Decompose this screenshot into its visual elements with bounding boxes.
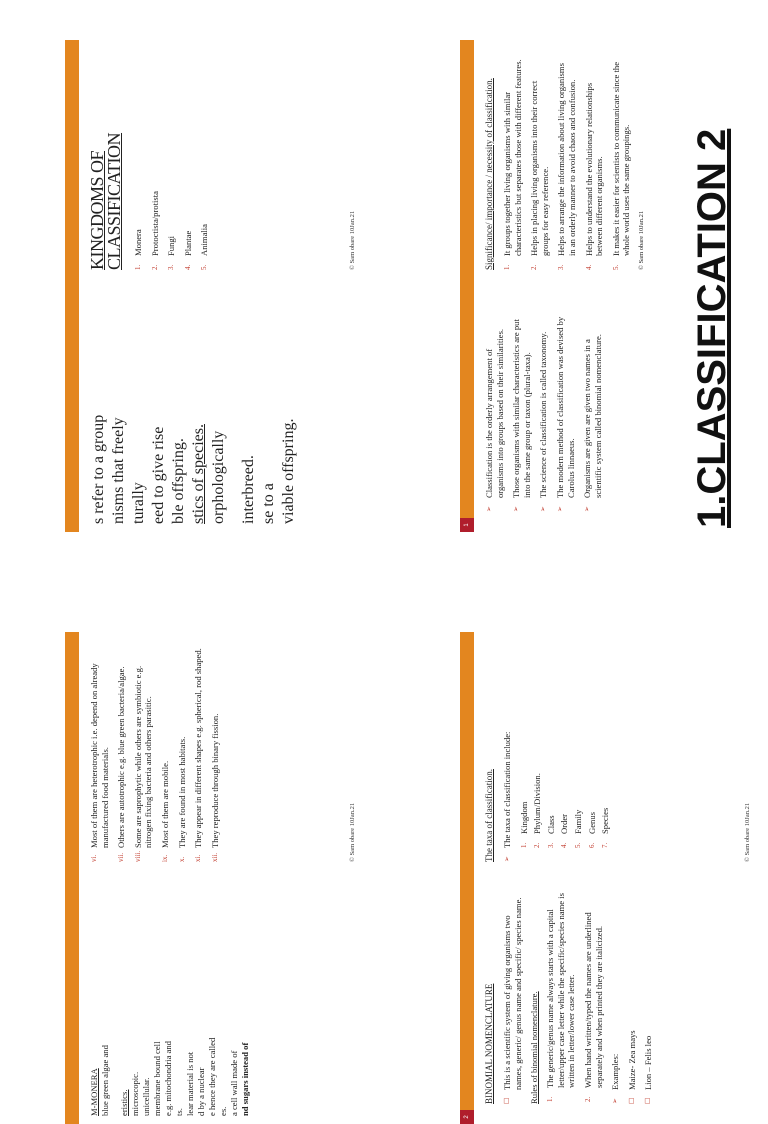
list-item: ➢ The modern method of classification was devised by Carolus linnaeus. (554, 316, 576, 512)
intro-column (484, 312, 609, 512)
list-item: ➢ Classification is the orderly arrangement of organisms into groups based on their similarities. (484, 328, 505, 512)
slide-number: 1 (460, 518, 474, 532)
list-item: 4. Order (559, 813, 570, 848)
list-item: x. They are found in most habitats. (176, 736, 187, 862)
monera-heading: M-MONERA (89, 1068, 99, 1116)
list-item: 1. Kingdom (518, 801, 529, 848)
list-item: 6. Genus (586, 812, 597, 848)
arrow-bullet-icon: ➢ (512, 506, 521, 512)
slide-kingdoms (65, 40, 365, 532)
monera-characteristics-column (89, 642, 226, 862)
list-item: ➢ Examples: (610, 1053, 621, 1104)
list-item: ➢ The science of classification is called taxonomy. (538, 331, 549, 512)
list-item: ☐ This is a scientific system of giving organisms two names, generic/ genus name and specific/ species name. (502, 897, 523, 1104)
list-item: ➢ The taxa of classification include: (502, 731, 512, 862)
slide-footer: © Sam obare 10Jan.21 (637, 210, 645, 270)
arrow-bullet-icon: ➢ (611, 1098, 620, 1104)
list-item: 1. The generic/genus name always starts with a capital letter/upper case letter while the specific/species name is written in letter/lower case letter. (545, 893, 577, 1102)
list-item: 4. Plantae (182, 230, 193, 270)
list-item: 2. Helps in placing living organisms into their correct groups for easy reference. (529, 80, 550, 270)
list-item: 3. Class (545, 815, 556, 848)
list-item: 3. Helps to arrange the information about living organisms in an orderly manner to avoid chaos and confusion. (556, 63, 577, 270)
arrow-bullet-icon: ➢ (583, 506, 592, 512)
list-item: 4. Helps to understand the evolutionary relationships between different organisms. (583, 82, 605, 270)
arrow-bullet-icon: ➢ (539, 506, 548, 512)
list-item: ➢ Organisms are given are given two names in a scientific system called binomial nomenclature. (582, 334, 603, 512)
arrow-bullet-icon: ➢ (503, 856, 511, 862)
list-item: 5. Family (572, 809, 583, 848)
list-item: 5. Animalia (199, 224, 210, 270)
monera-column: M-MONERA blue green algae and eristics. microscopic. unicellular. membrane bound cell e.g. mitochondria and ts. lear material is not d by a nuclear e hence they are called es. a cell wall made of nd sugars instead of (89, 896, 251, 1116)
list-item: 7. Species (600, 807, 611, 848)
slide-binomial-nomenclature (460, 632, 760, 1124)
list-item: 3. Fungi (166, 235, 177, 270)
significance-heading: Significance/ importance / necessity of classification. (484, 78, 494, 270)
list-item: 2. When hand written/typed the names are underlined separately and when printed they are italicized. (582, 912, 604, 1102)
square-bullet-icon: ☐ (644, 1097, 653, 1104)
list-item: xii. They reproduce through binary fission. (209, 713, 220, 862)
page-title: 1.CLASSIFICATION 2 (690, 128, 734, 528)
slide-classification-intro (460, 40, 760, 532)
square-bullet-icon: ☐ (627, 1097, 636, 1104)
species-column: s refer to a group nisms that freely turally eed to give rise ble offspring. stics of species. orphologically interbreed. se to a viable offspring. (90, 414, 297, 524)
binomial-heading: BINOMIAL NOMENCLATURE (484, 983, 494, 1104)
slide-footer: © Sam obare 10Jan.21 (744, 802, 751, 862)
slide-footer: © Sam obare 10Jan.21 (349, 210, 356, 270)
kingdoms-column (89, 50, 216, 270)
binomial-column (484, 890, 660, 1104)
arrow-bullet-icon: ➢ (485, 506, 493, 512)
taxa-column (484, 648, 614, 862)
slide-monera (65, 632, 365, 1124)
slide-header-band (460, 632, 474, 1124)
taxa-heading: The taxa of classification. (484, 769, 494, 862)
slide-header-band (65, 40, 79, 532)
slide-number: 2 (460, 1110, 474, 1124)
list-item: ☐ Maize- Zea mays (626, 1030, 637, 1104)
list-item: 1. Monera (133, 229, 143, 270)
square-bullet-icon: ☐ (503, 1097, 511, 1104)
list-item: xi. They appear in different shapes e.g. spherical, rod shaped. (193, 648, 204, 862)
list-item: vi. Most of them are heterotrophic i.e. depend on already manufactured food materials. (89, 663, 110, 862)
kingdoms-heading: KINGDOMS OF CLASSIFICATION (87, 132, 124, 270)
list-item: 5. It makes it easier for scientists to communicate since the whole world uses the same groupings. (610, 61, 632, 270)
list-item: 2. Protoctista/protista (149, 191, 160, 270)
arrow-bullet-icon: ➢ (555, 506, 564, 512)
list-item: ix. Most of them are mobile. (159, 760, 170, 862)
slide-header-band (65, 632, 79, 1124)
list-item: 1. It groups together living organisms with similar characteristics but separates those with different features. (502, 59, 523, 270)
significance-column (484, 56, 645, 270)
slide-header-band (460, 40, 474, 532)
list-item: vii. Others are autotrophic e.g. blue green bacteria/algae. (116, 666, 127, 862)
slide-footer: © Sam obare 10Jan.21 (349, 802, 356, 862)
rules-heading: Rules of binomial nomenclature. (529, 991, 540, 1104)
list-item: viii. Some are saprophytic while others are symbiotic e.g. nitrogen fixing bacteria and others parasitic. (132, 665, 154, 862)
list-item: 2. Phylum/Division. (532, 773, 543, 848)
list-item: ➢ Those organisms with similar characteristics are put into the same group or taxon (plural-taxa). (511, 319, 532, 512)
list-item: ☐ Lion – Felis leo (643, 1035, 654, 1104)
